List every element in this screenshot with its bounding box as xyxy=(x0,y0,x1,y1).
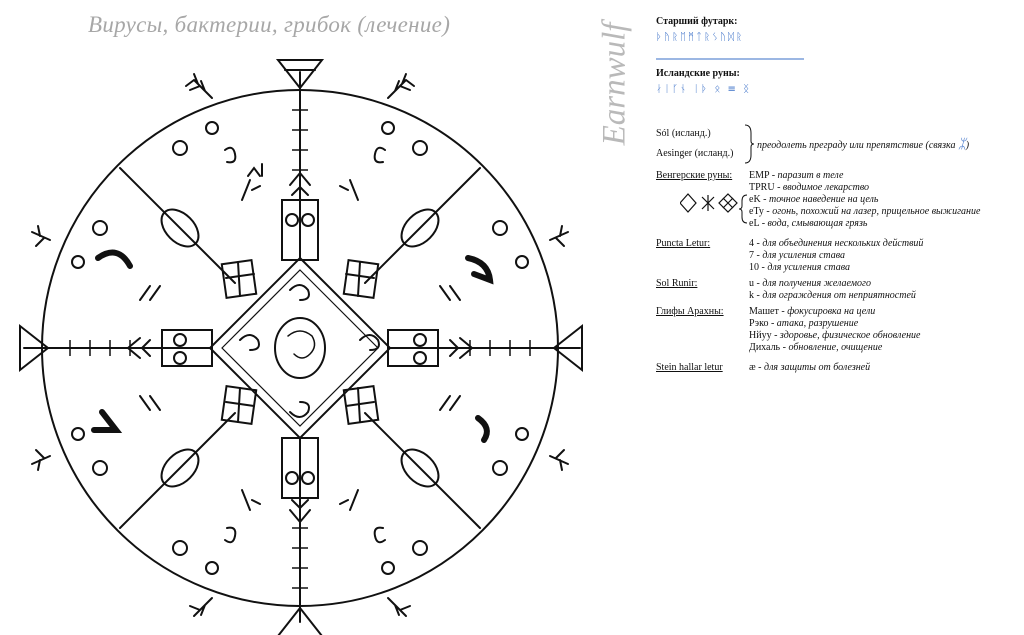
elder-futhark-runes: ᚦᚤᚱᛖᛗᛏᚱᛊᚢᛞᚱ xyxy=(656,32,744,43)
watermark: Earnwulf xyxy=(596,22,633,146)
icelandic-runes: ᛅᛁᚴᚾ ᛁᚦ ᛟ ≡ ᛝ xyxy=(656,84,752,95)
icelandic-label: Исландские руны: xyxy=(656,68,740,79)
glyphs-label: Глифы Арахны: xyxy=(656,306,724,317)
glyph-item: Нйуу - здоровье, физическое обновление xyxy=(749,330,921,341)
hungarian-item: eTy - огонь, похожий на лазер, прицельное выжигание xyxy=(749,206,981,217)
puncta-item: 4 - для объединения нескольких действий xyxy=(749,238,924,249)
glyph-item: Машет - фокусировка на цели xyxy=(749,306,876,317)
sol-label: Sól (исланд.) xyxy=(656,128,711,139)
sol-runir-item: u - для получения желаемого xyxy=(749,278,871,289)
elder-futhark-label: Старший футарк: xyxy=(656,16,738,27)
central-oval xyxy=(275,318,325,378)
glyph-item: Рэко - атака, разрушение xyxy=(749,318,859,329)
page-title: Вирусы, бактерии, грибок (лечение) xyxy=(88,12,451,37)
aesinger-label: Aesinger (исланд.) xyxy=(656,148,734,159)
bindrune-icon: ᛯ xyxy=(957,136,966,151)
hungarian-item: eL - вода, смывающая грязь xyxy=(749,218,868,229)
glyph-item: Дихаль - обновление, очищение xyxy=(749,342,883,353)
stein-label: Stein hallar letur xyxy=(656,362,723,373)
sol-note: преодолеть преграду или препятствие (связка ᛯ) xyxy=(757,136,970,151)
hungarian-item: EMP - паразит в теле xyxy=(749,170,844,181)
hungarian-rune-icons xyxy=(680,192,740,214)
stein-item: æ - для защиты от болезней xyxy=(749,362,871,373)
hungarian-label: Венгерские руны: xyxy=(656,170,733,181)
sol-runir-label: Sol Runir: xyxy=(656,278,698,289)
sol-runir-item: k - для ограждения от неприятностей xyxy=(749,290,916,301)
puncta-label: Puncta Letur: xyxy=(656,238,711,249)
hungarian-item: eK - точное наведение на цель xyxy=(749,194,879,205)
puncta-item: 10 - для усиления става xyxy=(749,262,850,273)
puncta-item: 7 - для усиления става xyxy=(749,250,845,261)
hungarian-item: TPRU - вводимое лекарство xyxy=(749,182,870,193)
